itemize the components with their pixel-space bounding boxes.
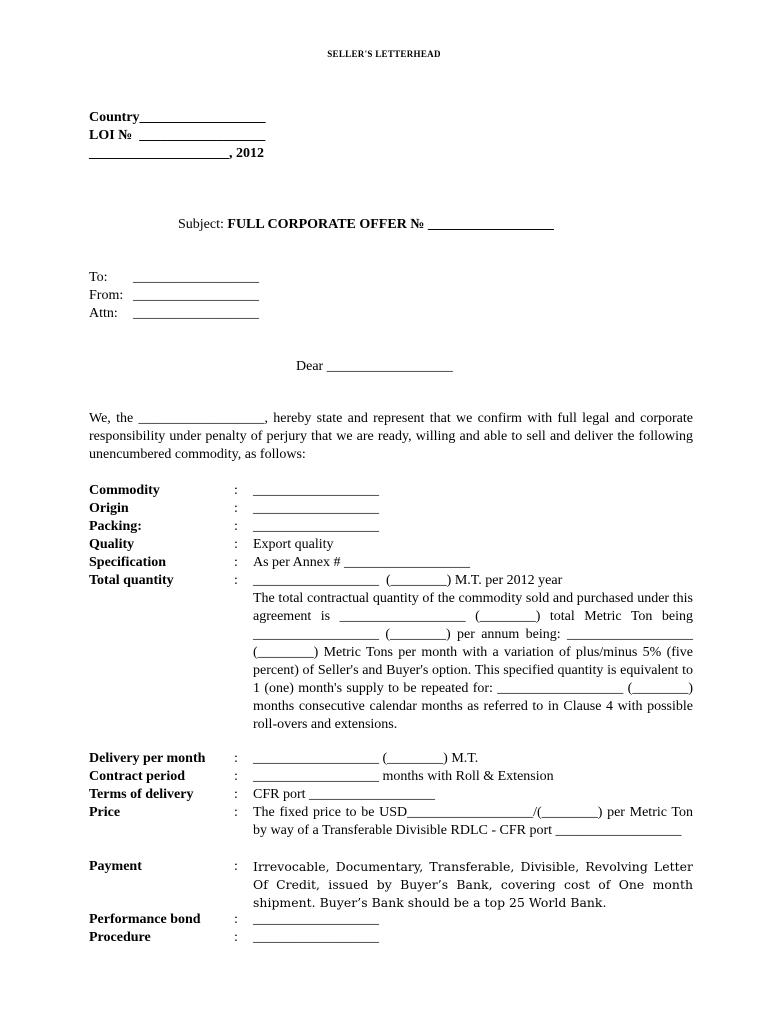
origin-colon: :: [234, 501, 238, 516]
packing-label: Packing:: [89, 519, 142, 534]
performance-bond-value: __________________: [253, 912, 379, 927]
delivery-per-month-colon: :: [234, 751, 238, 766]
commodity-value: __________________: [253, 483, 379, 498]
quality-colon: :: [234, 537, 238, 552]
total-quantity-colon: :: [234, 573, 238, 588]
commodity-label: Commodity: [89, 483, 160, 498]
packing-colon: :: [234, 519, 238, 534]
subject-prefix: Subject:: [178, 217, 228, 232]
packing-value: __________________: [253, 519, 379, 534]
price-colon: :: [234, 805, 238, 820]
country-line: Country__________________: [89, 110, 266, 125]
contract-period-label: Contract period: [89, 769, 186, 784]
commodity-colon: :: [234, 483, 238, 498]
price-value: The fixed price to be USD__________________/(________) per Metric Ton by way of a Transferable Divisible RDLC - CFR port __________________: [253, 805, 693, 838]
terms-of-delivery-colon: :: [234, 787, 238, 802]
letterhead: SELLER'S LETTERHEAD: [327, 49, 441, 59]
contract-period-colon: :: [234, 769, 238, 784]
total-quantity-detail: The total contractual quantity of the commodity sold and purchased under this agreement is __________________ (________) total Metric Ton being __________________ (________) per annum being: __________________ (________) Metric Tons per month with a variation of plus/minus 5% (five percent) of Seller's and Buyer's option. This specified quantity is equivalent to 1 (one) month's supply to be repeated for: __________________ (________) months consecutive calendar months as referred to in Clause 4 with possible roll-overs and extensions.: [253, 591, 693, 732]
price-label: Price: [89, 805, 121, 820]
terms-of-delivery-value: CFR port __________________: [253, 787, 436, 802]
from-value: __________________: [133, 288, 259, 303]
payment-colon: :: [234, 859, 238, 874]
performance-bond-label: Performance bond: [89, 912, 201, 927]
to-value: __________________: [133, 270, 259, 285]
specification-colon: :: [234, 555, 238, 570]
quality-label: Quality: [89, 537, 135, 552]
attn-label: Attn:: [89, 306, 118, 321]
to-label: To:: [89, 270, 108, 285]
subject-line: [178, 216, 554, 234]
procedure-colon: :: [234, 930, 238, 945]
quality-value: Export quality: [253, 537, 334, 552]
attn-value: __________________: [133, 306, 259, 321]
contract-period-value: __________________ months with Roll & Extension: [253, 769, 554, 784]
specification-value: As per Annex # __________________: [253, 555, 470, 570]
performance-bond-colon: :: [234, 912, 238, 927]
total-quantity-label: Total quantity: [89, 573, 174, 588]
terms-of-delivery-label: Terms of delivery: [89, 787, 194, 802]
payment-value: Irrevocable, Documentary, Transferable, Divisible, Revolving Letter Of Credit, issued by Buyer’s Bank, covering cost of One month shipment. Buyer’s Bank should be a top 25 World Bank.: [253, 859, 693, 910]
payment-label: Payment: [89, 859, 142, 874]
delivery-per-month-value: __________________ (________) M.T.: [253, 751, 479, 766]
date-line: ____________________, 2012: [89, 146, 264, 161]
origin-value: __________________: [253, 501, 379, 516]
procedure-value: __________________: [253, 930, 379, 945]
delivery-per-month-label: Delivery per month: [89, 751, 206, 766]
procedure-label: Procedure: [89, 930, 151, 945]
total-quantity-value: __________________ (________) M.T. per 2012 year: [253, 573, 563, 588]
subject-title: FULL CORPORATE OFFER № __________________: [227, 217, 554, 232]
from-label: From:: [89, 288, 124, 303]
loi-number-line: LOI № __________________: [89, 128, 266, 143]
intro-paragraph: We, the __________________, hereby state and represent that we confirm with full legal and corporate responsibility under penalty of perjury that we are ready, willing and able to sell and deliver the following unencumbered commodity, as follows:: [89, 411, 693, 462]
salutation: Dear __________________: [296, 359, 453, 374]
specification-label: Specification: [89, 555, 166, 570]
origin-label: Origin: [89, 501, 129, 516]
